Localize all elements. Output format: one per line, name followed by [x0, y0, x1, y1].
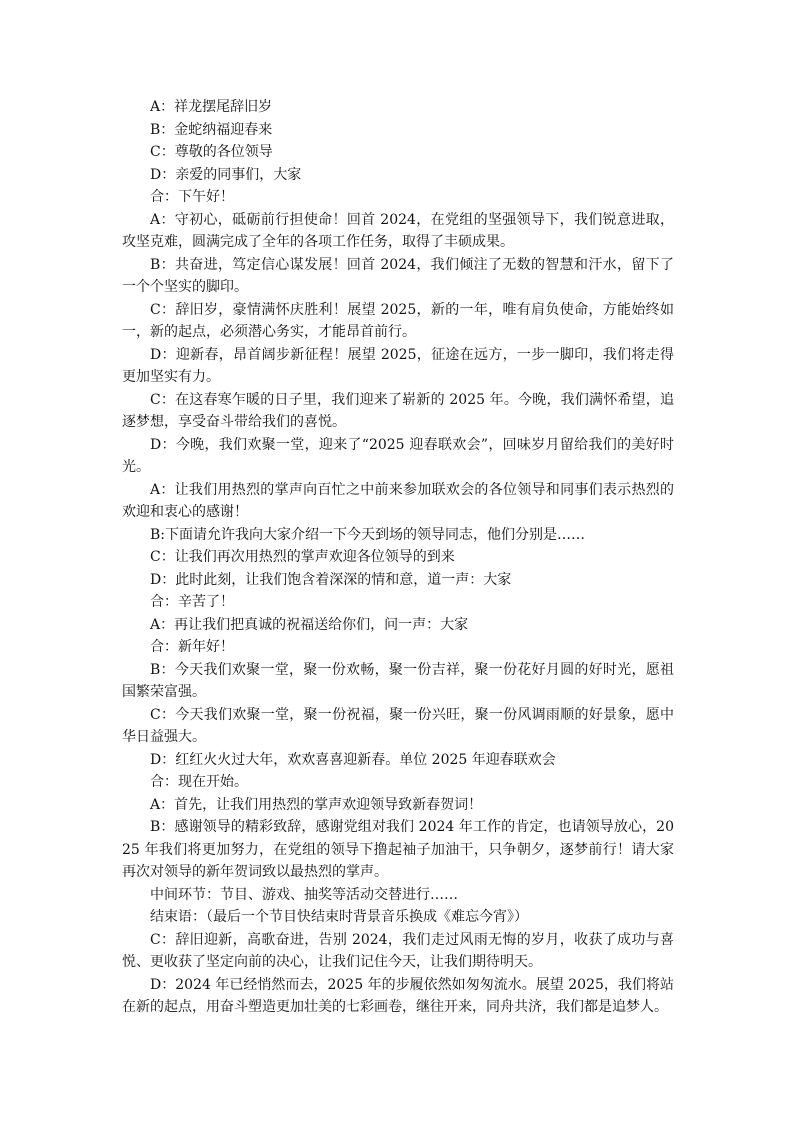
paragraph: B:下面请允许我向大家介绍一下今天到场的领导同志，他们分别是…… [150, 526, 586, 543]
paragraph: 结束语：（最后一个节目快结束时背景音乐换成《难忘今宵》） [150, 909, 528, 925]
paragraph: 合：新年好！ [150, 639, 234, 655]
paragraph: A：再让我们把真诚的祝福送给你们，问一声：大家 [150, 616, 469, 633]
paragraph: A：首先，让我们用热烈的掌声欢迎领导致新春贺词！ [150, 796, 483, 813]
paragraph: A：守初心，砥砺前行担使命！回首 2024，在党组的坚强领导下，我们锐意进取，攻坚克难，圆满完成了全年的各项工作任务，取得了丰硕成果。 [122, 211, 674, 250]
paragraph: 合：下午好！ [150, 189, 234, 205]
paragraph: 合：辛苦了！ [150, 594, 234, 610]
paragraph: C：辞旧迎新，高歌奋进，告别 2024，我们走过风雨无悔的岁月，收获了成功与喜悦、更收获了坚定向前的决心，让我们记住今天，让我们期待明天。 [122, 931, 674, 970]
paragraph: A：让我们用热烈的掌声向百忙之中前来参加联欢会的各位领导和同事们表示热烈的欢迎和衷心的感谢！ [122, 481, 674, 520]
paragraph: D：红红火火过大年，欢欢喜喜迎新春。单位 2025 年迎春联欢会 [150, 751, 556, 768]
paragraph: A：祥龙摆尾辞旧岁 [150, 99, 273, 115]
paragraph: D：今晚，我们欢聚一堂，迎来了“2025 迎春联欢会”，回味岁月留给我们的美好时光。 [122, 436, 674, 475]
paragraph: B：金蛇纳福迎春来 [150, 121, 273, 138]
paragraph: D：亲爱的同事们，大家 [150, 166, 302, 183]
document-body [122, 96, 674, 1019]
paragraph: D：迎新春，昂首阔步新征程！展望 2025，征途在远方，一步一脚印，我们将走得更加坚实有力。 [122, 346, 674, 385]
paragraph: C：今天我们欢聚一堂，聚一份祝福，聚一份兴旺，聚一份风调雨顺的好景象，愿中华日益强大。 [122, 706, 674, 745]
paragraph: 合：现在开始。 [150, 774, 248, 790]
paragraph: D：此时此刻，让我们饱含着深深的情和意，道一声：大家 [150, 571, 512, 588]
paragraph: C：尊敬的各位领导 [150, 144, 273, 160]
paragraph: B：感谢领导的精彩致辞，感谢党组对我们 2024 年工作的肯定，也请领导放心，2025 年我们将更加努力，在党组的领导下撸起袖子加油干，只争朝夕，逐梦前行！请大家再次对领导的新年贺词致以最热烈的掌声。 [122, 819, 674, 880]
paragraph: C：让我们再次用热烈的掌声欢迎各位领导的到来 [150, 549, 455, 565]
paragraph: B：今天我们欢聚一堂，聚一份欢畅，聚一份吉祥，聚一份花好月圆的好时光，愿祖国繁荣富强。 [122, 661, 674, 700]
paragraph: 中间环节：节目、游戏、抽奖等活动交替进行…… [150, 886, 458, 903]
paragraph: D：2024 年已经悄然而去，2025 年的步履依然如匆匆流水。展望 2025，我们将站在新的起点，用奋斗塑造更加壮美的七彩画卷，继往开来，同舟共济，我们都是追梦人。 [122, 976, 674, 1015]
paragraph: C：在这春寒乍暖的日子里，我们迎来了崭新的 2025 年。今晚，我们满怀希望，追逐梦想，享受奋斗带给我们的喜悦。 [122, 391, 674, 430]
paragraph: C：辞旧岁，豪情满怀庆胜利！展望 2025，新的一年，唯有肩负使命，方能始终如一，新的起点，必须潜心务实，才能昂首前行。 [122, 301, 674, 340]
paragraph: B：共奋进，笃定信心谋发展！回首 2024，我们倾注了无数的智慧和汗水，留下了一个个坚实的脚印。 [122, 256, 674, 295]
